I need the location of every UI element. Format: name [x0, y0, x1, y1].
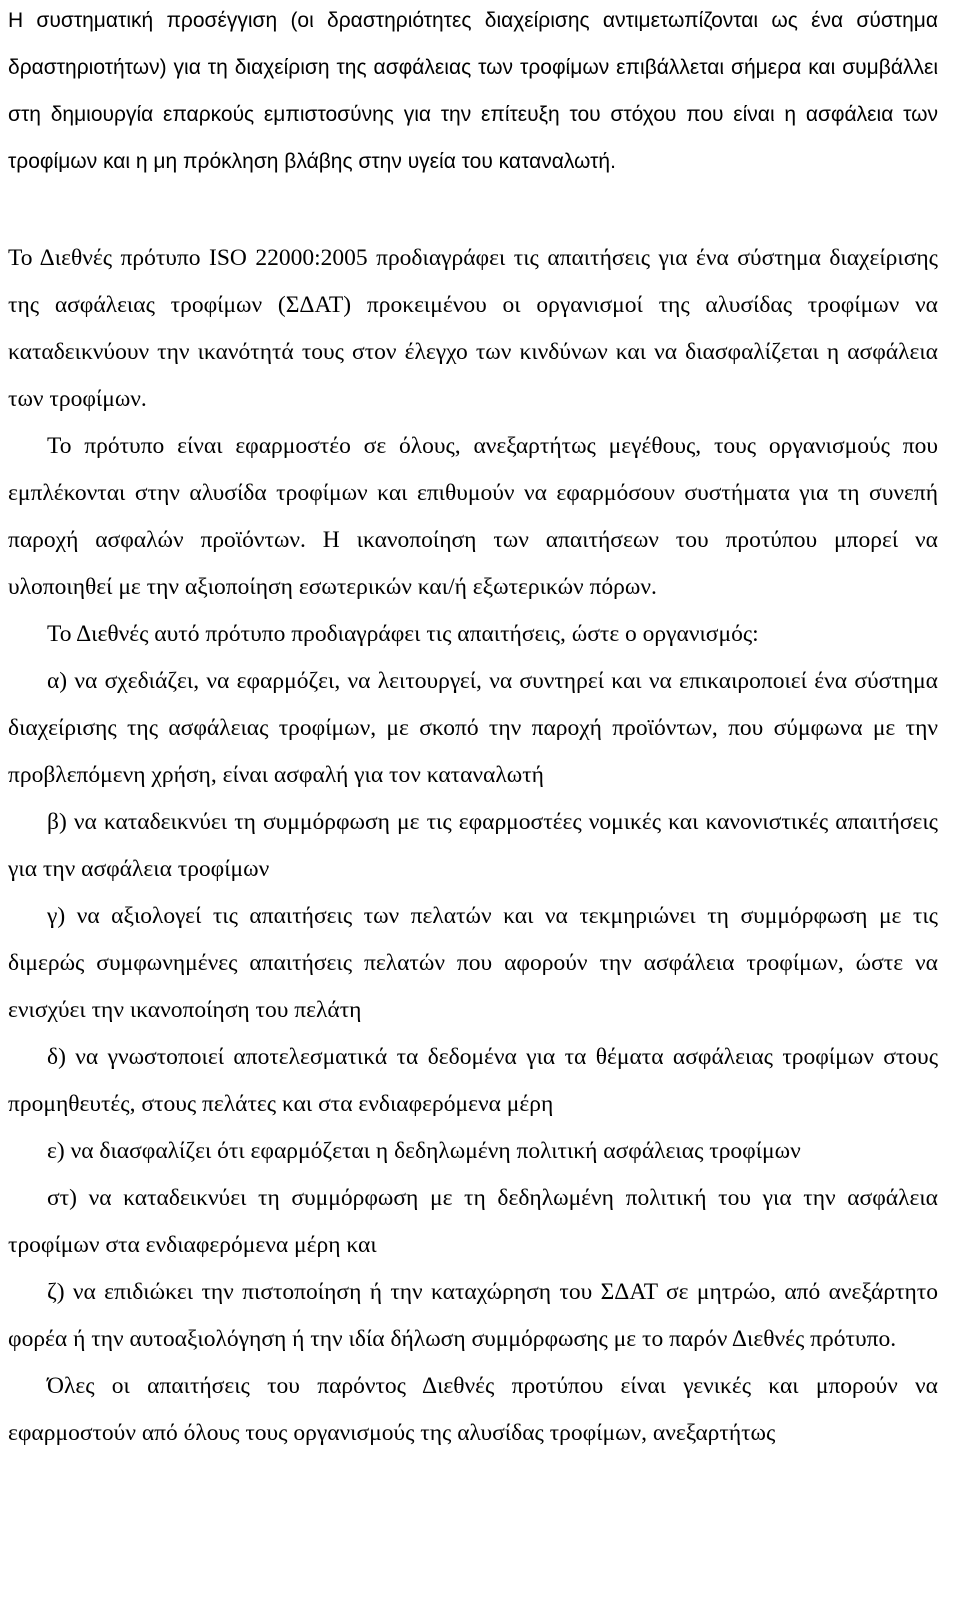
paragraph-requirements-intro: Το Διεθνές αυτό πρότυπο προδιαγράφει τις απαιτήσεις, ώστε ο οργανισμός: — [47, 621, 759, 647]
list-item-b: β) να καταδεικνύει τη συμμόρφωση με τις εφαρμοστέες νομικές και κανονιστικές απαιτήσεις για την ασφάλεια τροφίμων — [8, 809, 938, 882]
paragraph-applicability: Το πρότυπο είναι εφαρμοστέο σε όλους, ανεξαρτήτως μεγέθους, τους οργανισμούς που εμπλέκονται στην αλυσίδα τροφίμων και επιθυμούν να εφαρμόσουν συστήματα για τη συνεπή παροχή ασφαλών προϊόντων. Η ικανοποίηση των απαιτήσεων του προτύπου μπορεί να υλοποιηθεί με την αξιοποίηση εσωτερικών και/ή εξωτερικών πόρων. — [8, 433, 938, 600]
list-item-c: γ) να αξιολογεί τις απαιτήσεις των πελατών και να τεκμηριώνει τη συμμόρφωση με τις διμερώς συμφωνημένες απαιτήσεις πελατών που αφορούν την ασφάλεια τροφίμων, ώστε να ενισχύει την ικανοποίηση του πελάτη — [8, 903, 938, 1023]
paragraph-general-requirements: Όλες οι απαιτήσεις του παρόντος Διεθνές προτύπου είναι γενικές και μπορούν να εφαρμοστούν από όλους τους οργανισμούς της αλυσίδας τροφίμων, ανεξαρτήτως — [8, 1373, 938, 1446]
list-item-z: ζ) να επιδιώκει την πιστοποίηση ή την καταχώρηση του ΣΔΑΤ σε μητρώο, από ανεξάρτητο φορέα ή την αυτοαξιολόγηση ή την ιδία δήλωση συμμόρφωσης με το παρόν Διεθνές πρότυπο. — [8, 1279, 938, 1352]
list-item-d: δ) να γνωστοποιεί αποτελεσματικά τα δεδομένα για τα θέματα ασφάλειας τροφίμων στους προμηθευτές, στους πελάτες και στα ενδιαφερόμενα μέρη — [8, 1044, 938, 1117]
paragraph-systematic-approach: Η συστηματική προσέγγιση (οι δραστηριότητες διαχείρισης αντιμετωπίζονται ως ένα σύστημα δραστηριοτήτων) για τη διαχείριση της ασφάλειας των τροφίμων επιβάλλεται σήμερα και συμβάλλει στη δημιουργία επαρκούς εμπιστοσύνης για την επίτευξη του στόχου που είναι η ασφάλεια των τροφίμων και η μη πρόκληση βλάβης στην υγεία του καταναλωτή. — [8, 9, 938, 173]
list-item-st: στ) να καταδεικνύει τη συμμόρφωση με τη δεδηλωμένη πολιτική του για την ασφάλεια τροφίμων στα ενδιαφερόμενα μέρη και — [8, 1185, 938, 1258]
list-item-a: α) να σχεδιάζει, να εφαρμόζει, να λειτουργεί, να συντηρεί και να επικαιροποιεί ένα σύστημα διαχείρισης της ασφάλειας τροφίμων, με σκοπό την παροχή προϊόντων, που σύμφωνα με την προβλεπόμενη χρήση, είναι ασφαλή για τον καταναλωτή — [8, 668, 938, 788]
list-item-e: ε) να διασφαλίζει ότι εφαρμόζεται η δεδηλωμένη πολιτική ασφάλειας τροφίμων — [47, 1138, 801, 1164]
paragraph-iso-22000: Το Διεθνές πρότυπο ISO 22000:2005 προδιαγράφει τις απαιτήσεις για ένα σύστημα διαχείρισης της ασφάλειας τροφίμων (ΣΔΑΤ) προκειμένου οι οργανισμοί της αλυσίδας τροφίμων να καταδεικνύουν την ικανότητά τους στον έλεγχο των κινδύνων και να διασφαλίζεται η ασφάλεια των τροφίμων. — [8, 245, 938, 412]
